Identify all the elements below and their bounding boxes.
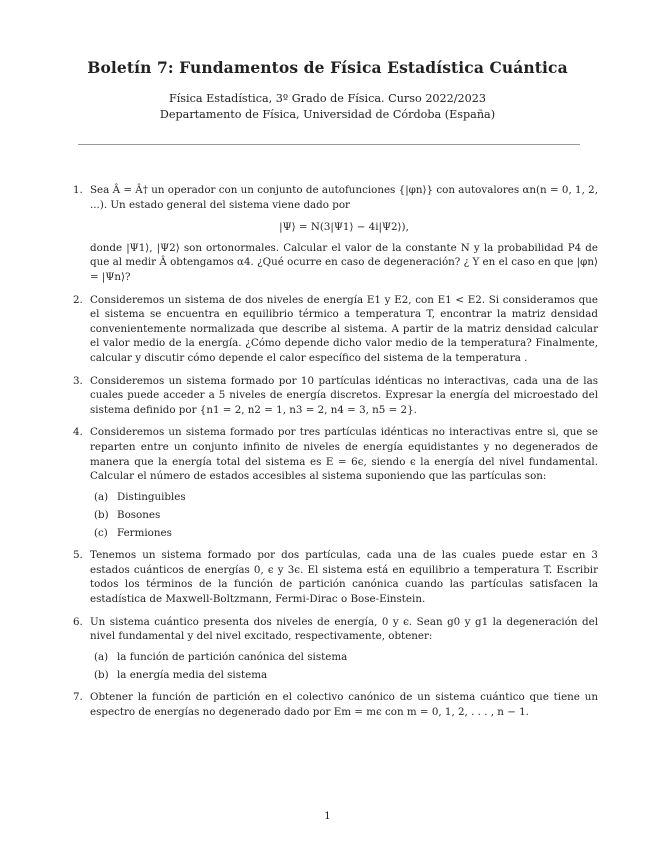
problem-number: 2. (73, 293, 83, 306)
subitem-label: (a) (94, 490, 109, 503)
department-line: Departamento de Física, Universidad de Córdoba (España) (159, 108, 496, 121)
course-line: Física Estadística, 3º Grado de Física. Curso 2022/2023 (168, 92, 487, 105)
state-equation: |Ψ⟩ = N(3|Ψ1⟩ − 4i|Ψ2⟩), (279, 221, 409, 234)
subitem (90, 668, 598, 683)
problem-number: 3. (73, 374, 83, 387)
subitem-text: la función de partición canónica del sistema (117, 650, 348, 663)
subitem-label: (b) (94, 668, 109, 681)
problem-text: Consideremos un sistema de dos niveles de energía E1 y E2, con E1 < E2. Si consideramos que el sistema se encuentra en equilibrio térmico a temperatura T, encontrar la matriz densidad convenientemente normalizada que describe al sistema. A partir de la matriz densidad calcular el valor medio de la energía. ¿Cómo depende dicho valor medio de la temperatura? Finalmente, calcular y discutir cómo depende el calor específico del sistema de la temperatura . (90, 293, 598, 364)
problem-text: Sea Â = Â† un operador con un conjunto de autofunciones {|φn⟩} con autovalores αn(n = 0, 1, 2, ...). Un estado general del sistema viene dado por (90, 184, 598, 211)
subitem-text: la energía media del sistema (117, 668, 268, 681)
subitem (90, 650, 598, 665)
subitem-text: Fermiones (117, 526, 172, 539)
subitem (90, 490, 598, 505)
problem-text: Obtener la función de partición en el colectivo canónico de un sistema cuántico que tiene un espectro de energías no degenerado dado por Em = mϵ con m = 0, 1, 2, . . . , n − 1. (90, 691, 598, 718)
problem-number: 7. (73, 691, 83, 704)
problem-list (70, 183, 598, 728)
subitem-text: Bosones (117, 508, 161, 521)
page-number: 1 (324, 810, 331, 822)
subitem-list (90, 490, 598, 541)
problem-text: Consideremos un sistema formado por tres partículas idénticas no interactivas entre si, que se reparten entre un conjunto infinito de niveles de energía equidistantes y no degenerados de manera que la energía total del sistema es E = 6ϵ, siendo ϵ la energía del nivel fundamental. Calcular el número de estados accesibles al sistema suponiendo que las partículas son: (90, 426, 598, 483)
problem-text: Un sistema cuántico presenta dos niveles de energía, 0 y ϵ. Sean g0 y g1 la degeneración del nivel fundamental y del nivel excitado, respectivamente, obtener: (90, 615, 598, 643)
problem-number: 6. (73, 615, 83, 628)
problem-item (70, 183, 598, 285)
subitem-label: (a) (94, 650, 109, 663)
problem-item (70, 548, 598, 606)
subitem-list (90, 650, 598, 683)
problem-item (70, 425, 598, 540)
subitem-text: Distinguibles (117, 490, 186, 503)
problem-number: 4. (73, 426, 83, 439)
problem-item (70, 293, 598, 366)
problem-number: 5. (73, 549, 83, 562)
problem-number: 1. (73, 184, 83, 196)
subitem-label: (c) (94, 526, 108, 539)
problem-text: Tenemos un sistema formado por dos partículas, cada una de las cuales puede estar en 3 estados cuánticos de energías 0, ϵ y 3ϵ. El sistema está en equilibrio a temperatura T. Escribir todos los términos de la función de partición canónica cuando las partículas satisfacen la estadística de Maxwell-Boltzmann, Fermi-Dirac o Bose-Einstein. (90, 549, 598, 606)
subitem (90, 526, 598, 541)
problem-item (70, 374, 598, 418)
problem-item (70, 615, 598, 683)
document-title: Boletín 7: Fundamentos de Física Estadística Cuántica (87, 58, 568, 77)
header-divider (78, 144, 580, 145)
problem-text-continued: donde |Ψ1⟩, |Ψ2⟩ son ortonormales. Calcular el valor de la constante N y la probabilidad P4 de que al medir Â obtengamos α4. ¿Qué ocurre en caso de degeneración? ¿ Y en el caso en que |φn⟩ = |Ψn⟩? (90, 241, 598, 283)
problem-text: Consideremos un sistema formado por 10 partículas idénticas no interactivas, cada una de las cuales puede acceder a 5 niveles de energía discretos. Expresar la energía del microestado del sistema definido por {n1 = 2, n2 = 1, n3 = 2, n4 = 3, n5 = 2}. (90, 374, 598, 416)
subitem (90, 508, 598, 523)
problem-item (70, 690, 598, 719)
subitem-label: (b) (94, 508, 109, 521)
